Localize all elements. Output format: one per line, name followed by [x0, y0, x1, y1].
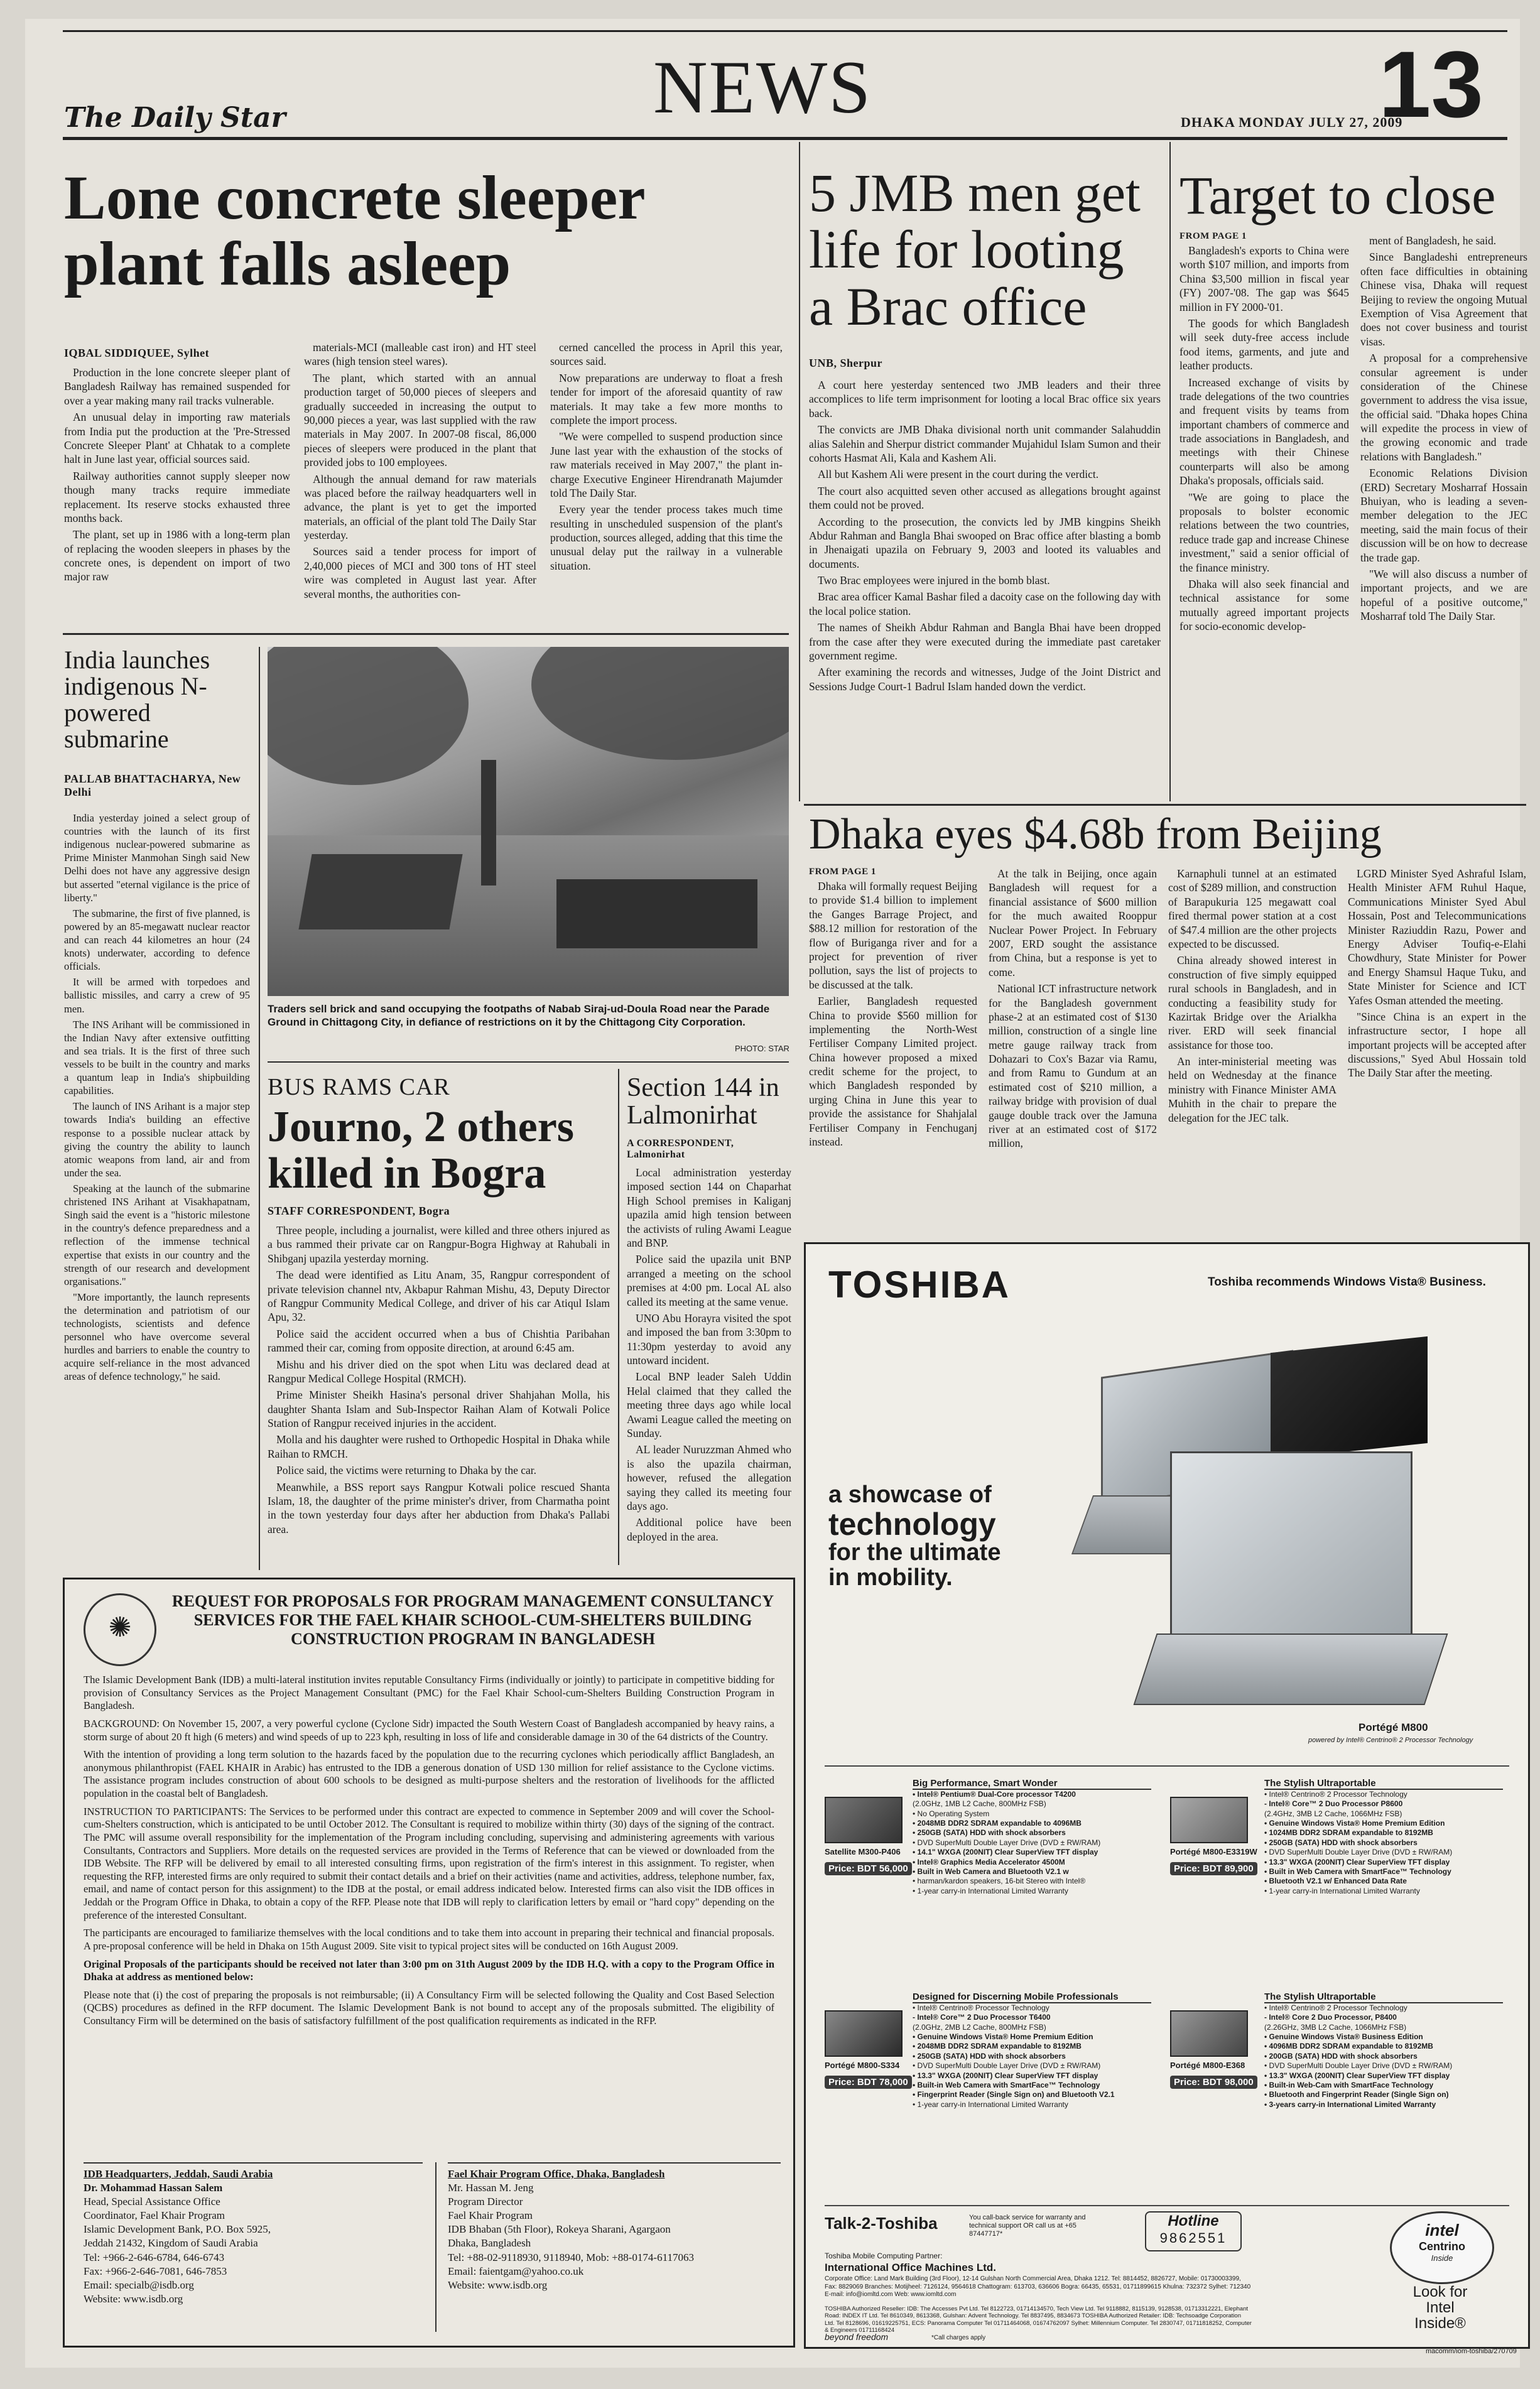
dealer-address: Corporate Office: Land Mark Building (3rd Floor), 12-14 Gulshan North Commercial Area, Dhaka 1212. Tel: 8814452, 8826727, Mobile: 01730003399, Fax: 8829069 Branches: Motijheel: 7126124, 9564618 Chattogram: 613703, 636606 Bogra: 66435, 65531, 01711899615 Khulna: 732372 Sylhet: 712340 E-mail: info@iomltd.com Web: www.iomltd.com [825, 2275, 1251, 2298]
paragraph: Since Bangladeshi entrepreneurs often face difficulties in obtaining Chinese visa, Dhaka will request Beijing to review the ongoing Mutual Exemption of Visa Agreement that does not cover business and tourist visas. [1360, 251, 1527, 348]
masthead-top-rule [63, 30, 1507, 32]
laptop-thumbnail [825, 1797, 903, 1843]
talk2-toshiba-logo: Talk-2-Toshiba [825, 2214, 938, 2233]
spec-line: • Intel® Graphics Media Accelerator 4500M [913, 1857, 1065, 1866]
laptop-thumbnail [1170, 2010, 1248, 2057]
intel-centrino-badge [1390, 2211, 1494, 2284]
product-price: Price: BDT 56,000 [825, 1862, 912, 1875]
spec-line: • Bluetooth and Fingerprint Reader (Single Sign on) [1264, 2090, 1449, 2099]
tree-shape [531, 647, 789, 760]
paragraph: Original Proposals of the participants should be received not later than 3:00 pm on 31th August 2009 by the IDB H.Q. with a copy to the Program Office in Dhaka at address as mentioned below: [84, 1958, 774, 1983]
talk2-note: You call-back service for warranty and technical support OR call us at +65 87447717* [969, 2214, 1086, 2238]
spec-line: • 13.3" WXGA (200NIT) Clear SuperView TFT display [1264, 2071, 1450, 2080]
product-card [825, 1991, 1158, 2199]
paragraph: A court here yesterday sentenced two JMB leaders and their three accomplices to life term imprisonment for looting a local Brac office six years back. [809, 379, 1161, 420]
story3-kicker: FROM PAGE 1 [1179, 231, 1247, 241]
rfp-title: REQUEST FOR PROPOSALS FOR PROGRAM MANAGEMENT CONSULTANCY SERVICES FOR THE FAEL KHAIR SCHOOL-CUM-SHELTERS BUILDING CONSTRUCTION PROGRAM IN BANGLADESH [171, 1592, 774, 1648]
paragraph: Increased exchange of visits by trade delegations of the two countries and frequent visits by teams from important chambers of commerce and trade associations in Bangladesh, and meetings with their Chinese counterparts will also be among Dhaka's proposals, officials said. [1179, 376, 1349, 487]
product-card [825, 1778, 1158, 1985]
paragraph: AL leader Nuruzzman Ahmed who is also the upazila chairman, however, refused the allegation saying they called its meeting four days ago. [627, 1443, 791, 1512]
paragraph: Local BNP leader Saleh Uddin Helal claimed that they called the meeting three days ago while local Awami League called the meeting on Sunday. [627, 1370, 791, 1440]
dealer-name: International Office Machines Ltd. [825, 2262, 996, 2273]
spec-line: • 250GB (SATA) HDD with shock absorbers [913, 1828, 1066, 1838]
paragraph: Railway authorities cannot supply sleeper now though many tracks require immediate replacement. Its reserve stocks exhausted three months back. [64, 469, 290, 524]
product-price: Price: BDT 98,000 [1170, 2076, 1257, 2089]
beyond-freedom: beyond freedom [825, 2332, 889, 2342]
section-title: NEWS [653, 45, 872, 129]
story3-headline: Target to close [1179, 165, 1496, 225]
intel-cta-line: Inside® [1414, 2315, 1466, 2332]
address-dhaka-office [448, 2162, 781, 2292]
lamp-post [481, 760, 496, 886]
address-line: Jeddah 21432, Kingdom of Saudi Arabia [84, 2237, 258, 2250]
laptop-thumbnail [825, 2010, 903, 2057]
paragraph: Additional police have been deployed in the area. [627, 1516, 791, 1543]
showcase-text [828, 1483, 1000, 1591]
address-line: Fael Khair Program [448, 2209, 533, 2222]
spec-line: (2.0GHz, 2MB L2 Cache, 800MHz FSB) [913, 2022, 1046, 2032]
paragraph: ment of Bangladesh, he said. [1369, 234, 1497, 247]
spec-line: • 4096MB DDR2 SDRAM expandable to 8192MB [1264, 2042, 1433, 2051]
story6-kicker: BUS RAMS CAR [268, 1074, 450, 1100]
spec-line: • Fingerprint Reader (Single Sign on) and Bluetooth V2.1 [913, 2090, 1115, 2099]
paragraph: The Islamic Development Bank (IDB) a multi-lateral institution invites reputable Consultancy Firms (individually or jointly) to participate in competitive bidding for provision of Consultancy Services as the Project Management Consultant (PMC) for the Fael Khair School-cum-Shelters Building Construction Program in Bangladesh. [84, 1674, 774, 1712]
spec-line: • No Operating System [913, 1809, 990, 1818]
product-price: Price: BDT 78,000 [825, 2076, 912, 2089]
dateline: DHAKA MONDAY JULY 27, 2009 [1181, 114, 1403, 130]
paragraph: Although the annual demand for raw materials was placed before the railway headquarters well in advance, the plant is yet to get the imported materials, an official of the plant told The Daily Star yesterday. [304, 472, 536, 542]
spec-line: • DVD SuperMulti Double Layer Drive (DVD ± RW/RAM) [1264, 2061, 1453, 2071]
cart-shape [298, 854, 462, 929]
address-line: Program Director [448, 2196, 523, 2208]
paragraph: An inter-ministerial meeting was held on Wednesday at the finance ministry with Finance Minister AMA Muhith in the chair to prepare the delegation for the JEC talk. [1168, 1055, 1337, 1124]
intel-product: Centrino [1419, 2240, 1465, 2253]
paragraph: With the intention of providing a long term solution to the hazards faced by the population due to the recurring cyclones which periodically afflict Bangladesh, an anonymous philanthropist (FAEL KHAIR in Arabic) has entrusted to the IDB a generous donation of USD 130 million for relief assistance to the Cyclone victims. The assistance program includes construction of about 600 schools to be designed as multi-purpose shelters and the restoration of livelihoods for the afflicted population in the coastal belt of Bangladesh. [84, 1748, 774, 1799]
photo-credit: PHOTO: STAR [735, 1044, 789, 1053]
product-spec-block [913, 1778, 1151, 1896]
spec-line: • 2048MB DDR2 SDRAM expandable to 4096MB [913, 1819, 1082, 1828]
product-category: The Stylish Ultraportable [1264, 1991, 1503, 2003]
paragraph: LGRD Minister Syed Ashraful Islam, Health Minister AFM Ruhul Haque, Communications Minister Syed Abul Hossain, Post and Telecommunications Minister Raziuddin Razu, Power and Energy Adviser Toufiq-e-Elahi Chowdhury, State Minister for Power and Energy Shamsul Haque Tuku, and State Minister for Science and ICT Yafes Osman attended the meeting. [1348, 867, 1526, 1007]
product-price: Price: BDT 89,900 [1170, 1862, 1257, 1875]
showcase-line: technology [828, 1506, 996, 1542]
spec-line: - Intel® Core 2 Duo Processor, P8400 [1264, 2013, 1397, 2022]
paragraph: Three people, including a journalist, were killed and three others injured as a bus rammed their private car on Rangpur-Bogra Highway at Rahubali in Shibganj upazila yesterday morning. [268, 1224, 610, 1265]
spec-line: • Built-in Web-Cam with SmartFace Technology [1264, 2080, 1434, 2089]
tree-shape [268, 647, 469, 785]
product-model: Portégé M800-S334 [825, 2061, 900, 2070]
address-divider [435, 2162, 437, 2332]
spec-line: • Intel® Centrino® Processor Technology [913, 2003, 1049, 2012]
story2-headline: 5 JMB men get life for looting a Brac office [809, 163, 1141, 337]
spec-line: • 1-year carry-in International Limited Warranty [913, 1886, 1068, 1895]
story4-col1 [809, 879, 977, 1151]
product-card [1170, 1778, 1509, 1985]
paragraph: The participants are encouraged to familiarize themselves with the local conditions and to take them into account in preparing their technical and financial proposals. A pre-proposal conference will be held in Dhaka on 15th August 2009. Site visit to typical project sites will be conducted on 16th August 2009. [84, 1927, 774, 1952]
spec-line: • Intel® Pentium® Dual-Core processor T4200 [913, 1790, 1076, 1799]
paragraph: "We will also discuss a number of important projects, and we are hopeful of a positive outcome," Mosharraf told The Daily Star. [1360, 567, 1527, 623]
spec-line: • 1-year carry-in International Limited Warranty [913, 2099, 1068, 2109]
spec-line: • 1-year carry-in International Limited Warranty [1264, 1886, 1420, 1895]
address-line: Coordinator, Fael Khair Program [84, 2209, 225, 2222]
paragraph: The plant, set up in 1986 with a long-term plan of replacing the wooden sleepers in phases by the concrete ones, is dependent on import of two major raw [64, 528, 290, 583]
footnote: *Call charges apply [931, 2334, 986, 2341]
laptop-thumbnail [1170, 1797, 1248, 1843]
hero-model: Portégé M800 [1358, 1721, 1428, 1733]
paragraph: Sources said a tender process for import of 2,40,000 pieces of MCI and 300 tons of HT steel wire was completed in August last year. After several months, the authorities con- [304, 545, 536, 600]
paragraph: cerned cancelled the process in April this year, sources said. [550, 341, 783, 368]
reseller-list: TOSHIBA Authorized Reseller: IDB: The Accesses Pvt Ltd. Tel 8122723, 01714134570, Tech View Ltd. Tel 9118882, 8115139, 9128538, 01713312221, Elephant Road: INDEX IT Ltd. Tel 8610349, 8613368, Gulshan: Advent Technology. Tel 8837495, 8834673 TOSHIBA Authorized Retailer: IDB: Techsoadge Corporation Ltd. Tel 8128696, 01619225751, ECS: Panorama Computer Tel 01711464068, 01674762097 Sylhet: Millennium Computer. Tel 2830747, 01711818252, Computer & Engineers 01711168424 [825, 2305, 1252, 2334]
paragraph: Bangladesh's exports to China were worth $107 million, and imports from China $3,500 million in fiscal year (FY) 2007-'08. The gap was $645 million in FY 2000-'01. [1179, 244, 1349, 313]
story4-headline: Dhaka eyes $4.68b from Beijing [809, 810, 1382, 859]
spec-line: • Bluetooth V2.1 w/ Enhanced Data Rate [1264, 1877, 1407, 1886]
paragraph: According to the prosecution, the convicts led by JMB kingpins Sheikh Abdur Rahman and Bangla Bhai swooped on Brac office after blasting a bomb in Jhenaigati upazila on February 9, 2003 and looted its valuables and documents. [809, 515, 1161, 570]
spec-line: - Intel® Core™ 2 Duo Processor P8600 [1264, 1799, 1403, 1809]
paragraph: At the talk in Beijing, once again Bangladesh will request for a financial assistance of $600 million for the much awaited Rooppur Nuclear Power Project. In February 2007, ERD sought the assistance from China, but a response is yet to come. [989, 867, 1157, 978]
product-card [1170, 1991, 1509, 2199]
column-rule [1169, 142, 1171, 801]
paragraph: Dhaka will formally request Beijing to provide $1.4 billion to implement the Ganges Barrage Project, and $88.12 million for restoration of the flow of Buriganga river and for a project for prevention of river pollution, says the list of projects to be discussed at the talk. [809, 880, 977, 991]
paragraph: The convicts are JMB Dhaka divisional north unit commander Salahuddin alias Salehin and Sherpur district commander Mujahidul Islam Sumon and their cohorts Hasmat Ali, Kala and Kashem Ali. [809, 423, 1161, 464]
product-category: Big Performance, Smart Wonder [913, 1778, 1151, 1790]
product-category: Designed for Discerning Mobile Professionals [913, 1991, 1151, 2003]
product-model: Portégé M800-E3319W [1170, 1847, 1257, 1856]
story1-col1 [64, 366, 290, 587]
paragraph: After examining the records and witnesses, Judge of the Joint District and Sessions Judge Court-1 Badrul Islam handed down the verdict. [809, 666, 1161, 693]
story7-body [627, 1166, 791, 1546]
spec-line: • DVD SuperMulti Double Layer Drive (DVD ± RW/RAM) [913, 2061, 1101, 2071]
toshiba-logo: TOSHIBA [828, 1264, 1011, 1306]
address-line: Tel: +966-2-646-6784, 646-6743 [84, 2251, 225, 2263]
spec-line: • 1024MB DDR2 SDRAM expandable to 8192MB [1264, 1828, 1433, 1838]
story1-headline: Lone concrete sleeper plant falls asleep [64, 163, 644, 298]
paragraph: Karnaphuli tunnel at an estimated cost of $289 million, and construction of Barapukuria 125 megawatt coal fired thermal power station at a cost of $47.4 million are the other projects expected to be discussed. [1168, 867, 1337, 950]
showcase-line: a showcase of [828, 1482, 992, 1508]
story2-body [809, 378, 1161, 696]
showcase-line: in mobility. [828, 1564, 953, 1591]
spec-line: • Built-in Web Camera with SmartFace™ Technology [913, 2080, 1100, 2089]
spec-line: (2.26GHz, 3MB L2 Cache, 1066MHz FSB) [1264, 2022, 1407, 2032]
address-line: Tel: +88-02-9118930, 9118940, Mob: +88-0174-6117063 [448, 2251, 694, 2263]
spec-line: • Built in Web Camera and Bluetooth V2.1 w [913, 1866, 1069, 1876]
spec-line: • DVD SuperMulti Double Layer Drive (DVD ± RW/RAM) [1264, 1848, 1453, 1857]
spec-line: • 3-years carry-in International Limited Warranty [1264, 2099, 1436, 2109]
dealer-pre: Toshiba Mobile Computing Partner: [825, 2251, 943, 2260]
news-photo [268, 647, 789, 996]
product-category: The Stylish Ultraportable [1264, 1778, 1503, 1790]
paragraph: UNO Abu Horayra visited the spot and imposed the ban from 3:30pm to 11:30pm yesterday to avoid any untoward incident. [627, 1311, 791, 1367]
hero-sub: powered by Intel® Centrino® 2 Processor Technology [1308, 1736, 1473, 1744]
paragraph: Police said the accident occurred when a bus of Chishtia Paribahan rammed their car, coming from opposite direction, at around 6:45 am. [268, 1327, 610, 1355]
address-line: Mr. Hassan M. Jeng [448, 2182, 534, 2194]
address-line: Website: www.isdb.org [84, 2292, 183, 2305]
intel-cta [1396, 2284, 1484, 2332]
story1-col2 [304, 340, 536, 604]
paragraph: "More importantly, the launch represents the determination and patriotism of our technologists, scientists and defence personnel who have overcome several hurdles and barriers to enable the country to acquire self-reliance in the most advanced areas of defence technology," he said. [64, 1291, 250, 1383]
paragraph: Mishu and his driver died on the spot when Litu was declared dead at Rangpur Medical College Hospital (RMCH). [268, 1358, 610, 1385]
story7-headline: Section 144 in Lalmonirhat [627, 1073, 779, 1130]
paragraph: All but Kashem Ali were present in the court during the verdict. [818, 468, 1099, 481]
column-rule [259, 647, 260, 1570]
spec-line: • Intel® Centrino® 2 Processor Technology [1264, 2003, 1407, 2012]
paragraph: China already showed interest in construction of five simply equipped rural schools in Bangladesh, and in conducting a feasibility study for Kazirtak Bridge over the Arialkha river. ERD will seek financial assistance for those too. [1168, 954, 1337, 1051]
paragraph: Economic Relations Division (ERD) Secretary Mosharraf Hossain Bhuiyan, who is leading a seven-member delegation to the JEC meeting, said the main focus of their discussion will be on how to decrease the trade gap. [1360, 467, 1527, 564]
paragraph: Production in the lone concrete sleeper plant of Bangladesh Railway has remained suspended for over a year making many rail tracks vulnerable. [64, 366, 290, 407]
address-line: Head, Special Assistance Office [84, 2196, 220, 2208]
story4-col4 [1348, 867, 1526, 1083]
ad-code: macomm/iom-toshiba/270709 [1426, 2348, 1517, 2355]
spec-line: • 14.1" WXGA (200NIT) Clear SuperView TFT display [913, 1848, 1098, 1857]
story5-headline: India launches indigenous N-powered submarine [64, 646, 210, 753]
story6-headline: Journo, 2 others killed in Bogra [268, 1103, 575, 1198]
paragraph: The plant, which started with an annual production target of 50,000 pieces of sleepers and gradually succeeded in increasing the output to 90,000 pieces a year, was last supplied with the raw materials in May 2007. In 2007-08 fiscal, 86,000 pieces of sleepers were produced in the plant that provided jobs to 100 employees. [304, 371, 536, 469]
address-line: Islamic Development Bank, P.O. Box 5925, [84, 2223, 271, 2236]
paragraph: Brac area officer Kamal Bashar filed a dacoity case on the following day with the local police station. [809, 590, 1161, 617]
newspaper-page [25, 19, 1527, 2368]
paragraph: Molla and his daughter were rushed to Orthopedic Hospital in Dhaka while Raihan to RMCH. [268, 1433, 610, 1460]
spec-line: • Built in Web Camera with SmartFace™ Technology [1264, 1866, 1451, 1876]
paragraph: Police said, the victims were returning to Dhaka by the car. [276, 1464, 537, 1477]
story7-byline: A CORRESPONDENT, Lalmonirhat [627, 1138, 734, 1160]
address-title: Fael Khair Program Office, Dhaka, Bangladesh [448, 2168, 665, 2180]
intel-cta-line: Intel [1426, 2299, 1455, 2317]
spec-line: • 250GB (SATA) HDD with shock absorbers [913, 2051, 1066, 2061]
spec-line: • 13.3" WXGA (200NIT) Clear SuperView TFT display [913, 2071, 1098, 2080]
brand-logo: The Daily Star [64, 102, 286, 134]
spec-line: • harman/kardon speakers, 16-bit Stereo with Intel® [913, 1877, 1086, 1886]
masthead-bottom-rule [63, 137, 1507, 140]
rfp-body [84, 1674, 774, 2033]
paragraph: The INS Arihant will be commissioned in the Indian Navy after extensive outfitting and sea trials. It is the first of three such vessels to be built in the country and marks a quantum leap in India's shipbuilding capabilities. [64, 1018, 250, 1097]
page-number: 13 [1379, 31, 1483, 137]
product-model: Portégé M800-E368 [1170, 2061, 1245, 2070]
story3-col2 [1360, 234, 1527, 626]
paragraph: Now preparations are underway to float a fresh tender for import of the aforesaid quantity of raw materials. It may take a few more months to complete the import process. [550, 371, 783, 426]
rfp-advertisement [63, 1578, 795, 2348]
paragraph: materials-MCI (malleable cast iron) and HT steel wares (high tension steel wares). [304, 341, 536, 368]
divider [825, 2205, 1509, 2206]
story5-byline: PALLAB BHATTACHARYA, New Delhi [64, 772, 241, 798]
address-line: Dhaka, Bangladesh [448, 2237, 531, 2250]
hotline-number: 9862551 [1159, 2230, 1227, 2246]
story1-byline: IQBAL SIDDIQUEE, Sylhet [64, 347, 210, 359]
address-line: IDB Bhaban (5th Floor), Rokeya Sharani, Agargaon [448, 2223, 671, 2236]
story6-byline: STAFF CORRESPONDENT, Bogra [268, 1205, 450, 1217]
paragraph: A proposal for a comprehensive consular agreement is under consideration of the Chinese government to address the visa issue, the official said. "Dhaka hopes China will expedite the process in view of the growing economic and trade relations with Bangladesh." [1360, 352, 1527, 463]
paragraph: Meanwhile, a BSS report says Rangpur Kotwali police rescued Shanta Islam, 18, the daughter of the prime minister's driver, from Charmatha point in the town yesterday four days after her abduction from Dhaka's Pallabi area. [268, 1480, 610, 1536]
toshiba-tagline: Toshiba recommends Windows Vista® Business. [1208, 1276, 1486, 1289]
column-rule [618, 1069, 619, 1565]
paragraph: The goods for which Bangladesh will seek duty-free access include food items, garments, and jute and leather products. [1179, 317, 1349, 372]
paragraph: The submarine, the first of five planned, is powered by an 85-megawatt nuclear reactor and can reach 44 kilometres an hour (24 knots) underwater, according to defence officials. [64, 907, 250, 973]
showcase-line: for the ultimate [828, 1539, 1001, 1566]
toshiba-advertisement [804, 1242, 1530, 2349]
product-spec-block [1264, 1991, 1503, 2110]
paragraph: BACKGROUND: On November 15, 2007, a very powerful cyclone (Cyclone Sidr) impacted the South Western Coast of Bangladesh accompanied by heavy rains, a storm surge of about 20 ft high (6 meters) and wind speeds of up to 223 kph, resulting in loss of life and considerable damage in 30 of the 64 districts of the Country. [84, 1717, 774, 1743]
paragraph: "We were compelled to suspend production since June last year with the exhaustion of the stocks of raw materials received in May 2007," the plant in-charge Executive Engineer Hirendranath Majumder told The Daily Star. [550, 430, 783, 499]
paragraph: National ICT infrastructure network for the Bangladesh government phase-2 at an estimated cost of $130 million, construction of a single line metre gauge railway track from Dohazari to Cox's Bazar via Ramu, and from Ramu to Gundum at an estimated cost of $210 million, a railway bridge with provision of dual gauge double track over the Jamuna river at an estimated cost of $172 million, [989, 982, 1157, 1150]
paragraph: An unusual delay in importing raw materials from India put the production at the 'Pre-Stressed Concrete Sleeper Plant' at Chhatak to a complete halt in June last year, official sources said. [64, 411, 290, 466]
paragraph: Two Brac employees were injured in the bomb blast. [818, 574, 1050, 587]
address-line: Email: specialb@isdb.org [84, 2278, 194, 2291]
paragraph: Speaking at the launch of the submarine christened INS Arihant at Visakhapatnam, Singh said the event is a "historic milestone in the country's defence preparedness and a reflection of the immense technical expertise that exists in our country and the strength of our research and development organisations." [64, 1182, 250, 1287]
divider [268, 1061, 789, 1063]
divider [804, 804, 1526, 806]
story2-byline: UNB, Sherpur [809, 357, 883, 369]
product-spec-block [913, 1991, 1151, 2110]
paragraph: Dhaka will also seek financial and technical assistance for some mutually agreed important projects for socio-economic develop- [1179, 577, 1349, 633]
paragraph: Earlier, Bangladesh requested China to provide $560 million for implementing the North-West Fertiliser Company Limited project. China however proposed a mixed credit scheme for the project, to which Bangladesh responded by urging China in June this year to provide the assistance for Shahjalal Fertiliser Company in Fenchuganj instead. [809, 995, 977, 1149]
paragraph: Every year the tender process takes much time resulting in unscheduled suspension of the plant's production, sources alleged, adding that this time the unusual delay put the railway in a vulnerable situation. [550, 503, 783, 572]
spec-line: • 200GB (SATA) HDD with shock absorbers [1264, 2051, 1418, 2061]
address-title: IDB Headquarters, Jeddah, Saudi Arabia [84, 2168, 273, 2180]
address-idb-hq [84, 2162, 423, 2306]
story4-col2 [989, 867, 1157, 1153]
photo-caption: Traders sell brick and sand occupying the footpaths of Nabab Siraj-ud-Doula Road near the Parade Ground in Chittagong City, in defiance of restrictions on it by the Chittagong City Corporation. [268, 1003, 770, 1029]
paragraph: "Since China is an expert in the infrastructure sector, I hope all important projects will be accepted after discussions," Syed Abul Hossain told The Daily Star after the meeting. [1348, 1010, 1526, 1080]
paragraph: The dead were identified as Litu Anam, 35, Rangpur correspondent of private television channel ntv, Akbapur Rahman Mishu, 43, Deputy Director of Rangpur Community Medical College, and driver of his car Atiqul Islam Apu, 32. [268, 1269, 610, 1324]
spec-line: • Genuine Windows Vista® Business Edition [1264, 2032, 1423, 2042]
story6-body [268, 1223, 610, 1539]
paragraph: The names of Sheikh Abdur Rahman and Bangla Bhai have been dropped from the case after they were executed during the immediate past caretaker government regime. [809, 621, 1161, 663]
product-spec-block [1264, 1778, 1503, 1896]
address-line: Email: faientgam@yahoo.co.uk [448, 2265, 584, 2277]
paragraph: The launch of INS Arihant is a major step towards India's building an effective response to a possible nuclear attack by giving the country the ability to launch atomic weapons from land, air and from under the sea. [64, 1100, 250, 1179]
laptop-hero-3-base [1133, 1633, 1448, 1705]
spec-line: • Genuine Windows Vista® Home Premium Edition [1264, 1819, 1445, 1828]
laptop-hero-3-screen [1170, 1451, 1413, 1644]
paragraph: The court also acquitted seven other accused as allegations brought against them could not be proved. [809, 484, 1161, 512]
spec-line: • 13.3" WXGA (200NIT) Clear SuperView TFT display [1264, 1857, 1450, 1866]
spec-line: • 2048MB DDR2 SDRAM expandable to 8192MB [913, 2042, 1082, 2051]
spec-line: (2.4GHz, 3MB L2 Cache, 1066MHz FSB) [1264, 1809, 1402, 1818]
paragraph: India yesterday joined a select group of countries with the launch of its first indigenous nuclear-powered submarine as Prime Minister Manmohan Singh said New Delhi does not have any aggressive design but asserted "eternal vigilance is the price of liberty." [64, 812, 250, 904]
paragraph: INSTRUCTION TO PARTICIPANTS: The Services to be performed under this contract are expected to commence in September 2009 and will cover the School-cum-Shelters construction, which is anticipated to be until October 2012. The Consultant is required to mobilize within thirty (30) days of the signing of the contract. The PMC will assume overall responsibility for the implementation of the Program including concluding, supervising and administering agreements with various Consultants, Contractors and Suppliers. More details on the requested services are provided in the Terms of Reference that can be viewed or downloaded from the IDB Website. The RFP will be delivered by email to all interested consulting firms, upon registration of the firm's interest in this assignment. To register, when requesting the RFP, interested firms are only required to submit their contact details and a brief on their activities (name and activities, address, telephone number, fax, email, and name of contact person for this assignment) to the IDB at the postal, or email address indicated below. Interested firms can also visit the IDB offices in Jeddah or the Program Office in Dhaka, to obtain a copy of the RFP. Please note that IDB will reply to clarification letters by email or "hard copy" depending on the preference of the interested Consultant. [84, 1805, 774, 1921]
address-line: Fax: +966-2-646-7081, 646-7853 [84, 2265, 227, 2277]
paragraph: Police said the upazila unit BNP arranged a meeting on the school premises at 4:00 pm. Local AL also called its meeting at the same venue. [627, 1253, 791, 1308]
intel-cta-line: Look for [1413, 2283, 1468, 2300]
paragraph: Local administration yesterday imposed section 144 on Chaparhat High School premises in Kaliganj upazila amid high tension between the activists of ruling Awami League and BNP. [627, 1166, 791, 1249]
address-line: Dr. Mohammad Hassan Salem [84, 2182, 223, 2194]
story4-col3 [1168, 867, 1337, 1127]
intel-sub: Inside [1431, 2253, 1453, 2263]
hotline-label: Hotline [1168, 2213, 1219, 2229]
paragraph: "We are going to place the proposals to bolster economic relations between the two countries, reduce trade gap and increase Chinese investment," said a senior official of the finance ministry. [1179, 490, 1349, 574]
column-rule [799, 142, 800, 801]
spec-line: (2.0GHz, 1MB L2 Cache, 800MHz FSB) [913, 1799, 1046, 1809]
story4-kicker: FROM PAGE 1 [809, 867, 876, 877]
paragraph: It will be armed with torpedoes and ballistic missiles, and carry a crew of 95 men. [64, 976, 250, 1015]
spec-line: • DVD SuperMulti Double Layer Drive (DVD ± RW/RAM) [913, 1838, 1101, 1847]
hotline-box [1145, 2211, 1242, 2251]
laptop-hero-2-lid [1271, 1336, 1428, 1460]
divider [825, 1765, 1509, 1767]
product-model: Satellite M300-P406 [825, 1847, 901, 1856]
paragraph: Prime Minister Sheikh Hasina's personal driver Shahjahan Molla, his daughter Shanta Islam and Sub-Inspector Raihan Alam of Kotwali Police Station of Rangpur received injuries in the accident. [268, 1389, 610, 1430]
story3-col1 [1179, 244, 1349, 636]
story5-body [64, 811, 250, 1386]
spec-line: • Intel® Centrino® 2 Processor Technology [1264, 1790, 1407, 1799]
brick-pile [556, 879, 757, 948]
divider [63, 633, 789, 635]
address-line: Website: www.isdb.org [448, 2278, 548, 2291]
spec-line: - Intel® Core™ 2 Duo Processor T6400 [913, 2013, 1051, 2022]
intel-brand: intel [1425, 2221, 1459, 2240]
spec-line: • Genuine Windows Vista® Home Premium Edition [913, 2032, 1093, 2042]
paragraph: Please note that (i) the cost of preparing the proposals is not reimbursable; (ii) A Consultancy Firm will be selected following the Quality and Cost Based Selection (QCBS) procedures as defined in the RFP document. The Islamic Development Bank is not bound to accept any of the proposals submitted. The eligibility of Consultancy Firm will be determined on the basis of satisfactory fulfillment of the post qualification requirements as indicated in the RFP. [84, 1988, 774, 2027]
idb-emblem-icon: ✺ [84, 1593, 156, 1666]
spec-line: • 250GB (SATA) HDD with shock absorbers [1264, 1838, 1418, 1847]
story1-col3 [550, 340, 783, 575]
